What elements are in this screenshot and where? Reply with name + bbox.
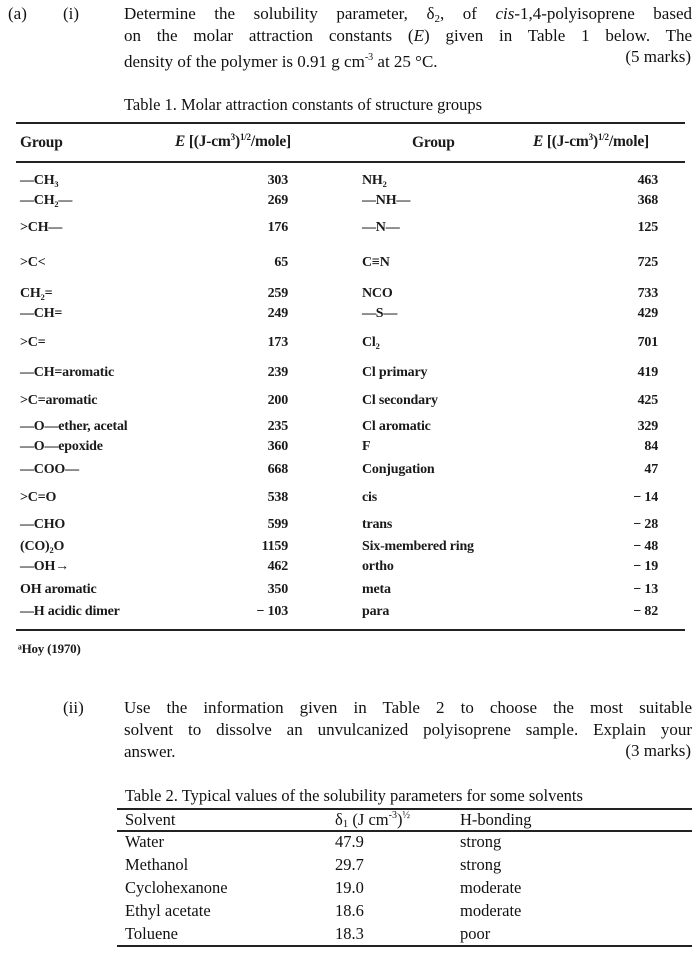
table1-right-group-cell: Conjugation	[362, 462, 435, 477]
table1-left-e-cell: 462	[267, 559, 288, 574]
question-ii-marks: (3 marks)	[625, 741, 691, 760]
table1-right-group-cell: Cl secondary	[362, 393, 438, 408]
table2-solvent-cell: Cyclohexanone	[125, 878, 228, 897]
table1-right-group-cell: cis	[362, 490, 377, 505]
table1-left-e-cell: 668	[267, 462, 288, 477]
table1-right-group-cell: NH₂	[362, 173, 387, 188]
question-i-line-2: on the molar attraction constants (E) given in Table 1 below. The	[124, 26, 693, 45]
table1-right-group-cell: Cl primary	[362, 365, 428, 380]
question-ii-line-3: answer.	[124, 742, 176, 761]
table1-left-e-cell: 200	[267, 393, 288, 408]
table1-right-e-cell: 733	[637, 286, 658, 301]
table2-caption: Table 2. Typical values of the solubility parameters for some solvents	[125, 786, 583, 805]
question-i-text	[124, 3, 692, 69]
table1-left-group-cell: —CH=	[20, 306, 63, 321]
sub-ii-label: (ii)	[63, 698, 84, 717]
table1-right-e-cell: 329	[637, 419, 658, 434]
table1-left-group-cell: —CH₂—	[20, 193, 73, 208]
table1-header-e-left: E $[(J-cm^3)^{1/2}/mole]$	[175, 132, 291, 150]
table1-left-group-cell: —O—epoxide	[20, 439, 103, 454]
table2-delta-cell: 47.9	[335, 832, 364, 851]
table1-left-group-cell: >C<	[20, 255, 46, 270]
table1-right-group-cell: trans	[362, 517, 393, 532]
part-a-label: (a)	[8, 4, 27, 23]
table1-right-group-cell: F	[362, 439, 371, 454]
question-i-line-1: Determine the solubility parameter, $\delta_2$, of cis-1,4-polyisoprene based	[124, 4, 692, 25]
table1-header-e-right: E $[(J-cm^3)^{1/2}/mole]$	[533, 132, 649, 150]
table2-header-delta: δ1 (J $cm^{-3})^{\frac{1}{2}}$	[335, 810, 410, 830]
table1-right-e-cell: − 14	[633, 490, 658, 505]
table2-solvent-cell: Ethyl acetate	[125, 901, 211, 920]
table2-header-solvent: Solvent	[125, 810, 176, 829]
table1-left-e-cell: 599	[267, 517, 288, 532]
table1-right-group-cell: —S—	[362, 306, 398, 321]
table1-left-e-cell: 360	[267, 439, 288, 454]
table1-left-group-cell: >C=O	[20, 490, 57, 505]
table1-left-e-cell: 303	[267, 173, 288, 188]
table1-right-group-cell: Cl₂	[362, 335, 380, 350]
table2-hbond-cell: strong	[460, 855, 502, 874]
table2-hbond-cell: moderate	[460, 901, 522, 920]
table1-top-rule	[16, 122, 685, 124]
table1-left-e-cell: 249	[267, 306, 288, 321]
table1-left-e-cell: − 103	[256, 604, 288, 619]
table2-bottom-rule	[117, 945, 692, 947]
table1-right-e-cell: 84	[644, 439, 658, 454]
table1-right-e-cell: 125	[637, 220, 658, 235]
table2-header-hbonding: H-bonding	[460, 810, 532, 829]
table2-solvent-cell: Water	[125, 832, 164, 851]
table1-right-e-cell: 368	[637, 193, 658, 208]
table1-header-group-left: Group	[20, 134, 63, 151]
table1-left-group-cell: —OH→	[20, 559, 69, 574]
question-ii-line-1: Use the information given in Table 2 to choose the most suitable	[124, 698, 692, 717]
table2-delta-cell: 29.7	[335, 855, 364, 874]
table1-left-e-cell: 176	[267, 220, 288, 235]
table2-hbond-cell: strong	[460, 832, 502, 851]
table1-left-group-cell: —CH=aromatic	[20, 365, 114, 380]
table1-left-group-cell: OH aromatic	[20, 582, 97, 597]
table1-footnote: ᵃHoy (1970)	[18, 641, 81, 656]
table1-left-group-cell: >C=	[20, 335, 46, 350]
table1-left-group-cell: —H acidic dimer	[20, 604, 120, 619]
table2-solvent-cell: Toluene	[125, 924, 178, 943]
table2-hbond-cell: moderate	[460, 878, 522, 897]
table1-left-e-cell: 350	[267, 582, 288, 597]
table1-bottom-rule	[16, 629, 685, 631]
table1-right-e-cell: 725	[637, 255, 658, 270]
table2-delta-cell: 18.6	[335, 901, 364, 920]
table1-right-e-cell: 429	[637, 306, 658, 321]
table1-left-group-cell: —O—ether, acetal	[20, 419, 128, 434]
table1-left-group-cell: (CO)₂O	[20, 539, 65, 554]
question-ii-line-2: solvent to dissolve an unvulcanized polyisoprene sample. Explain your	[124, 720, 692, 739]
table1-right-group-cell: —NH—	[362, 193, 411, 208]
table1-left-e-cell: 1159	[261, 539, 288, 554]
question-i-marks: (5 marks)	[625, 47, 691, 66]
table2-delta-cell: 19.0	[335, 878, 364, 897]
table1-left-group-cell: —COO—	[20, 462, 79, 477]
table1-left-e-cell: 269	[267, 193, 288, 208]
table1-left-e-cell: 65	[274, 255, 288, 270]
table1-right-e-cell: 425	[637, 393, 658, 408]
table2-solvent-cell: Methanol	[125, 855, 189, 874]
table1-left-group-cell: —CHO	[20, 517, 66, 532]
table1-right-e-cell: 463	[637, 173, 658, 188]
table1-right-e-cell: − 82	[633, 604, 658, 619]
table1-right-e-cell: − 13	[633, 582, 658, 597]
table1-right-group-cell: —N—	[362, 220, 400, 235]
table1-right-group-cell: Cl aromatic	[362, 419, 431, 434]
table1-left-e-cell: 538	[267, 490, 288, 505]
table1-right-group-cell: NCO	[362, 286, 393, 301]
table2-header-rule	[117, 830, 692, 832]
table1-left-e-cell: 259	[267, 286, 288, 301]
table1-right-group-cell: ortho	[362, 559, 394, 574]
table1-caption: Table 1. Molar attraction constants of structure groups	[124, 95, 483, 114]
table1-right-group-cell: para	[362, 604, 390, 619]
table1-right-e-cell: − 48	[633, 539, 658, 554]
table1-left-group-cell: CH₂=	[20, 286, 53, 301]
table1-left-group-cell: >CH—	[20, 220, 63, 235]
table1-right-e-cell: − 19	[633, 559, 658, 574]
table1-right-e-cell: − 28	[633, 517, 658, 532]
table2-delta-cell: 18.3	[335, 924, 364, 943]
table1-header-group-right: Group	[412, 134, 455, 151]
sub-i-label: (i)	[63, 4, 80, 23]
table1-right-group-cell: Six-membered ring	[362, 539, 474, 554]
table1-left-group-cell: —CH₃	[20, 173, 59, 188]
table2-hbond-cell: poor	[460, 924, 491, 943]
table1-right-e-cell: 419	[637, 365, 658, 380]
table1-header-rule	[16, 161, 685, 163]
table1-right-group-cell: C≡N	[362, 255, 390, 270]
table1-right-group-cell: meta	[362, 582, 391, 597]
table1-left-e-cell: 235	[267, 419, 288, 434]
table1-left-e-cell: 239	[267, 365, 288, 380]
question-i-line-3: density of the polymer is 0.91 g $cm^{-3}$ at 25 °C.	[124, 52, 438, 71]
table1-right-e-cell: 47	[644, 462, 658, 477]
table1-left-group-cell: >C=aromatic	[20, 393, 98, 408]
table1-right-e-cell: 701	[637, 335, 658, 350]
table1-left-e-cell: 173	[267, 335, 288, 350]
question-ii-text	[124, 697, 692, 763]
